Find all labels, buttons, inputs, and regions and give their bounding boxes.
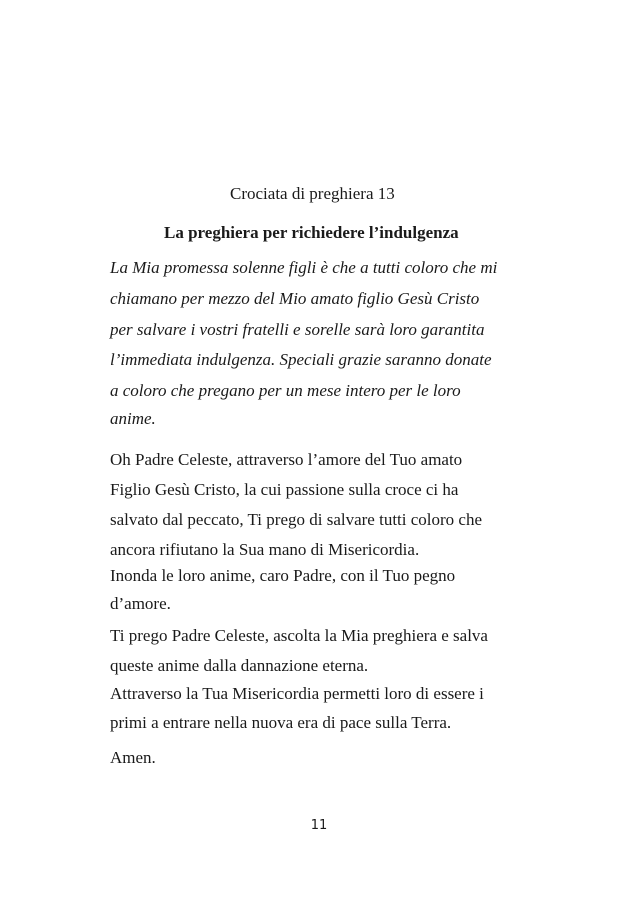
prayer-line: primi a entrare nella nuova era di pace sulla Terra. xyxy=(110,713,452,732)
prayer-number-title: Crociata di preghiera 13 xyxy=(230,184,395,203)
promise-line: a coloro che pregano per un mese intero per le loro xyxy=(110,381,461,400)
prayer-line: Inonda le loro anime, caro Padre, con il Tuo pegno xyxy=(110,566,456,585)
promise-line: chiamano per mezzo del Mio amato figlio Gesù Cristo xyxy=(110,289,480,308)
prayer-line: Attraverso la Tua Misericordia permetti loro di essere i xyxy=(110,684,484,703)
promise-line: l’immediata indulgenza. Speciali grazie saranno donate xyxy=(110,350,492,369)
prayer-title: La preghiera per richiedere l’indulgenza xyxy=(164,223,459,242)
prayer-line: salvato dal peccato, Ti prego di salvare tutti coloro che xyxy=(110,510,483,529)
prayer-closing: Amen. xyxy=(110,748,156,767)
promise-line: anime. xyxy=(110,409,156,428)
prayer-line: Oh Padre Celeste, attraverso l’amore del Tuo amato xyxy=(110,450,463,469)
prayer-line: ancora rifiutano la Sua mano di Misericordia. xyxy=(110,540,420,559)
prayer-line: d’amore. xyxy=(110,594,171,613)
promise-line: per salvare i vostri fratelli e sorelle sarà loro garantita xyxy=(110,320,485,339)
prayer-line: Ti prego Padre Celeste, ascolta la Mia preghiera e salva xyxy=(110,626,488,645)
page-number: 11 xyxy=(310,818,328,833)
promise-line: La Mia promessa solenne figli è che a tutti coloro che mi xyxy=(110,258,498,277)
prayer-line: Figlio Gesù Cristo, la cui passione sulla croce ci ha xyxy=(110,480,459,499)
prayer-line: queste anime dalla dannazione eterna. xyxy=(110,656,369,675)
